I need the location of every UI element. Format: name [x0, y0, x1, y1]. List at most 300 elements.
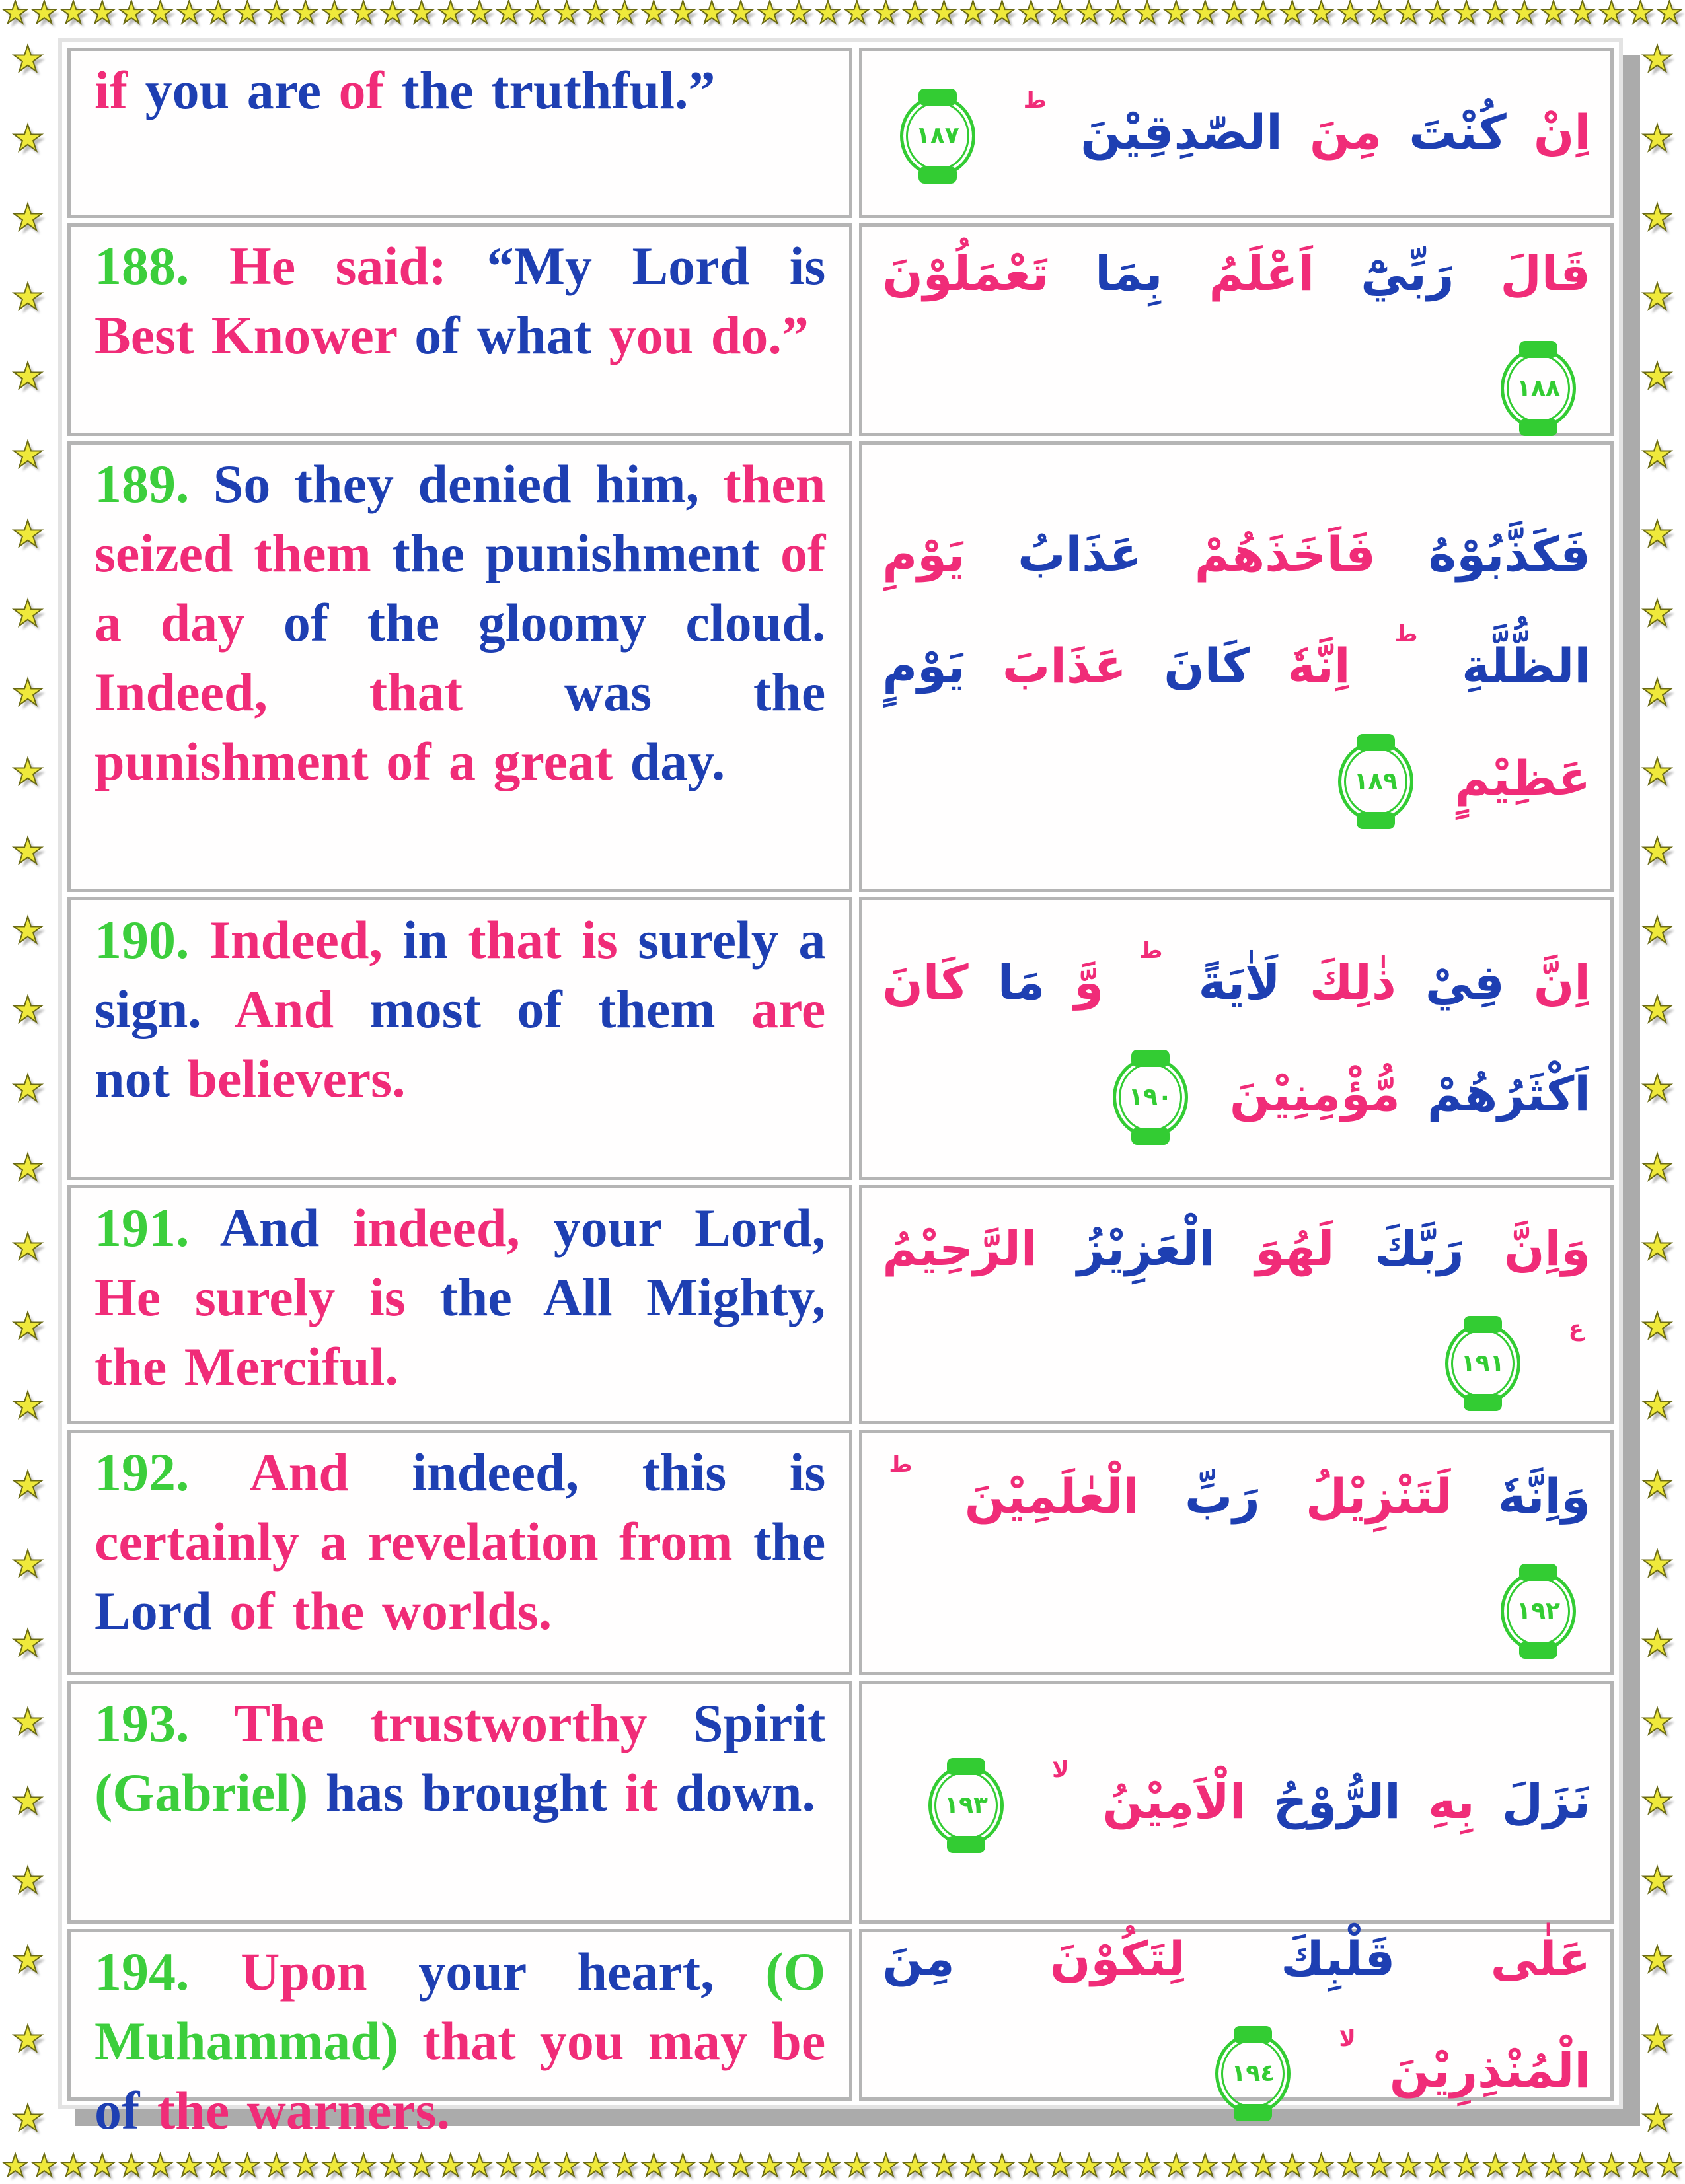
verse-number-arabic: ١٩١ [1460, 1350, 1505, 1377]
star-icon: ★ [117, 0, 145, 31]
english-segment: So they denied him, [213, 454, 724, 514]
english-segment: Indeed, that [94, 661, 564, 722]
star-icon: ★ [698, 2148, 726, 2184]
english-segment: And [219, 1198, 354, 1258]
arabic-word: نَزَلَ [1501, 1774, 1591, 1830]
star-icon: ★ [1481, 2148, 1510, 2184]
star-icon: ★ [1641, 592, 1674, 635]
star-icon: ★ [59, 0, 87, 31]
english-segment: 194. [94, 1942, 241, 2002]
star-icon: ★ [1539, 0, 1567, 31]
english-segment: the warners. [157, 2080, 451, 2140]
star-icon: ★ [1191, 0, 1219, 31]
star-icon: ★ [407, 0, 436, 31]
star-icon: ★ [872, 0, 900, 31]
star-icon: ★ [494, 0, 523, 31]
star-icon: ★ [1641, 196, 1674, 238]
english-verse-text [94, 1194, 843, 1402]
star-icon: ★ [1641, 1780, 1674, 1823]
star-icon: ★ [1641, 433, 1674, 476]
star-icon: ★ [11, 354, 44, 397]
arabic-cell-192 [859, 1430, 1614, 1675]
star-icon: ★ [1191, 2148, 1219, 2184]
verse-end-marker [1501, 348, 1576, 429]
star-icon: ★ [1046, 0, 1074, 31]
arabic-word: عَلٰى [1490, 1930, 1591, 1986]
arabic-word: الرَّحِيْمُ [882, 1220, 1037, 1276]
star-icon: ★ [1568, 0, 1596, 31]
arabic-word: اِنَّ [1533, 954, 1591, 1010]
star-icon: ★ [350, 2148, 378, 2184]
star-icon: ★ [669, 0, 697, 31]
star-icon: ★ [320, 2148, 349, 2184]
english-segment: of a day [94, 523, 843, 653]
arabic-word: عَذَابَ [1002, 638, 1127, 694]
verse-number-arabic: ١٩٠ [1128, 1083, 1172, 1111]
arabic-word: وَاِنَّهٗ [1497, 1468, 1591, 1524]
english-segment: (Gabriel) [94, 1762, 326, 1823]
english-verse-text [94, 1938, 843, 2146]
star-icon: ★ [11, 1067, 44, 1110]
star-icon: ★ [698, 0, 726, 31]
arabic-word: بِمَا [1095, 245, 1163, 301]
arabic-word: لِتَكُوْنَ [1050, 1930, 1185, 1986]
star-icon: ★ [1220, 2148, 1248, 2184]
english-segment: certainly a revelation from [94, 1511, 753, 1572]
english-segment: of the gloomy cloud. [283, 592, 843, 653]
english-cell-189 [67, 441, 852, 892]
star-icon: ★ [552, 0, 581, 31]
english-verse-text [94, 906, 843, 1114]
star-icon: ★ [1017, 0, 1045, 31]
english-segment: day. [630, 731, 726, 791]
arabic-word: يَوْمٍ [882, 638, 965, 694]
english-segment: down. [675, 1762, 815, 1823]
pause-mark: لا [1339, 2025, 1356, 2052]
verse-table [58, 38, 1623, 2140]
arabic-word: الظُّلَّةِ [1462, 638, 1591, 694]
arabic-word: الْعٰلَمِيْنَ [964, 1468, 1139, 1524]
star-icon: ★ [1641, 2017, 1674, 2060]
star-icon: ★ [842, 0, 871, 31]
arabic-word: الْمُنْذِرِيْنَ [1389, 2043, 1591, 2098]
star-icon: ★ [755, 2148, 784, 2184]
arabic-word: رَبِّيْٓ [1361, 245, 1454, 301]
star-icon: ★ [813, 2148, 842, 2184]
arabic-word: اِنَّهٗ [1287, 638, 1351, 694]
star-icon: ★ [1597, 2148, 1626, 2184]
arabic-word: لَتَنْزِيْلُ [1305, 1468, 1452, 1524]
star-icon: ★ [1641, 1146, 1674, 1189]
star-icon: ★ [1641, 1859, 1674, 1902]
star-icon: ★ [88, 2148, 116, 2184]
star-icon: ★ [11, 116, 44, 159]
english-cell-193 [67, 1681, 852, 1924]
star-icon: ★ [1133, 2148, 1162, 2184]
star-icon: ★ [11, 1780, 44, 1823]
star-border-right [1631, 38, 1684, 2139]
english-segment: then seized them [94, 454, 843, 583]
arabic-word: لَاٰيَةً [1198, 954, 1281, 1010]
star-icon: ★ [669, 2148, 697, 2184]
english-cell-190 [67, 897, 852, 1180]
english-segment: you are [145, 60, 339, 120]
star-icon: ★ [784, 0, 813, 31]
english-segment: of what [414, 305, 609, 365]
star-icon: ★ [1641, 829, 1674, 872]
star-icon: ★ [1481, 0, 1510, 31]
english-verse-text [94, 450, 843, 797]
star-icon: ★ [1307, 2148, 1335, 2184]
star-icon: ★ [1641, 1542, 1674, 1585]
star-icon: ★ [1641, 1700, 1674, 1743]
arabic-word: اِنْ [1533, 104, 1591, 161]
star-icon: ★ [1017, 2148, 1045, 2184]
star-icon: ★ [436, 2148, 465, 2184]
star-icon: ★ [1220, 0, 1248, 31]
english-segment: of [338, 60, 402, 120]
star-icon: ★ [204, 2148, 233, 2184]
english-segment: He said: [229, 236, 487, 296]
star-icon: ★ [1336, 0, 1365, 31]
pause-mark: لا [1052, 1757, 1069, 1784]
english-segment: 190. [94, 910, 209, 970]
pause-mark: ط [1139, 937, 1163, 964]
english-verse-text [94, 232, 843, 371]
arabic-cell-187 [859, 48, 1614, 218]
verse-row-190 [67, 897, 1614, 1180]
arabic-word: قَالَ [1500, 245, 1591, 301]
english-segment: indeed, [353, 1198, 554, 1258]
star-icon: ★ [930, 0, 958, 31]
arabic-cell-193 [859, 1681, 1614, 1924]
star-icon: ★ [11, 988, 44, 1031]
arabic-word: مُّؤْمِنِيْنَ [1229, 1066, 1400, 1122]
star-icon: ★ [465, 2148, 494, 2184]
arabic-verse-text [882, 927, 1591, 1150]
arabic-word: فِيْ [1425, 954, 1505, 1010]
star-icon: ★ [1641, 2096, 1674, 2139]
star-icon: ★ [117, 2148, 145, 2184]
arabic-verse-text [882, 218, 1591, 441]
star-icon: ★ [11, 908, 44, 951]
star-icon: ★ [1641, 988, 1674, 1031]
arabic-word: مِنَ [882, 1930, 955, 1986]
english-segment: your Lord, [553, 1198, 843, 1258]
pause-mark: ط [1394, 621, 1418, 648]
star-icon: ★ [727, 0, 755, 31]
star-icon: ★ [1278, 2148, 1306, 2184]
english-verse-text [94, 1689, 843, 1828]
star-icon: ★ [11, 1463, 44, 1506]
star-icon: ★ [552, 2148, 581, 2184]
star-icon: ★ [784, 2148, 813, 2184]
star-icon: ★ [1452, 2148, 1481, 2184]
verse-row-191 [67, 1185, 1614, 1424]
arabic-cell-189 [859, 441, 1614, 892]
english-segment: the punishment [392, 523, 780, 583]
star-icon: ★ [11, 38, 44, 80]
verse-row-189 [67, 441, 1614, 892]
english-segment: (O Muhammad) [94, 1942, 843, 2071]
star-icon: ★ [407, 2148, 436, 2184]
star-icon: ★ [30, 0, 59, 31]
star-icon: ★ [1423, 0, 1452, 31]
star-icon: ★ [1278, 0, 1306, 31]
english-cell-191 [67, 1185, 852, 1424]
star-icon: ★ [1641, 750, 1674, 793]
arabic-word: رَبِّ [1184, 1468, 1260, 1524]
star-icon: ★ [350, 0, 378, 31]
english-segment: 188. [94, 236, 229, 296]
star-icon: ★ [1, 2148, 30, 2184]
english-segment: 193. [94, 1693, 235, 1753]
star-icon: ★ [436, 0, 465, 31]
english-cell-187 [67, 48, 852, 218]
verse-number-arabic: ١٩٢ [1516, 1597, 1560, 1625]
star-icon: ★ [11, 1938, 44, 1981]
star-icon: ★ [320, 0, 349, 31]
arabic-cell-188 [859, 223, 1614, 436]
english-segment: that you may be [422, 2010, 843, 2071]
star-icon: ★ [494, 2148, 523, 2184]
star-icon: ★ [1394, 0, 1423, 31]
star-icon: ★ [611, 2148, 639, 2184]
arabic-word: يَوْمِ [882, 527, 965, 583]
star-icon: ★ [11, 1700, 44, 1743]
star-icon: ★ [1641, 513, 1674, 556]
star-icon: ★ [1046, 2148, 1074, 2184]
arabic-word: اَعْلَمُ [1209, 245, 1315, 301]
star-icon: ★ [581, 2148, 610, 2184]
star-icon: ★ [1597, 0, 1626, 31]
english-segment: And [234, 978, 370, 1039]
star-icon: ★ [1104, 2148, 1133, 2184]
verse-number-arabic: ١٨٩ [1353, 768, 1398, 795]
verse-row-192 [67, 1430, 1614, 1675]
star-icon: ★ [11, 750, 44, 793]
star-icon: ★ [465, 0, 494, 31]
english-segment: He surely is [94, 1266, 440, 1327]
english-segment: Best Knower [94, 305, 415, 365]
arabic-cell-190 [859, 897, 1614, 1180]
arabic-word: ذٰلِكَ [1309, 954, 1396, 1010]
arabic-word: كُنْتَ [1409, 104, 1507, 161]
star-icon: ★ [1641, 354, 1674, 397]
star-icon: ★ [1641, 1067, 1674, 1110]
star-icon: ★ [901, 0, 929, 31]
star-icon: ★ [842, 2148, 871, 2184]
english-segment: And [249, 1442, 412, 1502]
star-icon: ★ [11, 1621, 44, 1664]
english-segment: Upon [241, 1942, 419, 2002]
star-icon: ★ [204, 0, 233, 31]
english-segment: believers. [187, 1048, 406, 1109]
star-icon: ★ [901, 2148, 929, 2184]
english-segment: of [94, 2080, 157, 2140]
arabic-cell-191 [859, 1185, 1614, 1424]
star-icon: ★ [1104, 0, 1133, 31]
english-segment: it [624, 1762, 676, 1823]
arabic-verse-text [882, 1441, 1591, 1664]
star-icon: ★ [1365, 2148, 1394, 2184]
star-icon: ★ [11, 1542, 44, 1585]
arabic-word: عَذَابُ [1018, 527, 1142, 583]
verse-end-marker [1338, 741, 1413, 822]
star-icon: ★ [523, 0, 552, 31]
star-icon: ★ [59, 2148, 87, 2184]
english-segment: “My Lord is [486, 236, 843, 296]
arabic-word: عَظِيْمٍ [1454, 750, 1591, 806]
star-icon: ★ [1568, 2148, 1596, 2184]
arabic-word: بِهِ [1427, 1774, 1475, 1830]
star-icon: ★ [291, 2148, 320, 2184]
arabic-word: الرُّوْحُ [1273, 1774, 1401, 1830]
verse-end-marker [1215, 2033, 1291, 2114]
arabic-word: مَا [997, 954, 1045, 1010]
star-icon: ★ [523, 2148, 552, 2184]
english-segment: 189. [94, 454, 213, 514]
arabic-word: رَبَّكَ [1374, 1220, 1464, 1276]
star-icon: ★ [1626, 2148, 1655, 2184]
star-icon: ★ [813, 0, 842, 31]
star-icon: ★ [640, 2148, 668, 2184]
english-segment: punishment of a great [94, 731, 630, 791]
arabic-cell-194 [859, 1929, 1614, 2101]
star-icon: ★ [30, 2148, 59, 2184]
star-icon: ★ [1626, 0, 1655, 31]
pause-mark: ط [1023, 87, 1047, 114]
star-icon: ★ [11, 196, 44, 238]
star-icon: ★ [1, 0, 30, 31]
star-icon: ★ [1641, 908, 1674, 951]
english-segment: the Lord [94, 1511, 843, 1641]
verse-row-194 [67, 1929, 1614, 2140]
english-segment: Spirit [693, 1693, 843, 1753]
english-segment: 191. [94, 1198, 220, 1258]
verse-end-marker [1501, 1571, 1576, 1652]
star-icon: ★ [233, 2148, 262, 2184]
star-icon: ★ [11, 671, 44, 713]
star-icon: ★ [378, 0, 407, 31]
star-icon: ★ [1162, 2148, 1191, 2184]
pause-mark: ع [1568, 1315, 1584, 1342]
star-icon: ★ [233, 0, 262, 31]
star-icon: ★ [988, 2148, 1016, 2184]
star-icon: ★ [378, 2148, 407, 2184]
star-icon: ★ [1394, 2148, 1423, 2184]
star-icon: ★ [1641, 671, 1674, 713]
arabic-word: قَلْبِكَ [1281, 1930, 1396, 1986]
star-border-left [1, 38, 54, 2139]
star-icon: ★ [1641, 1383, 1674, 1426]
star-icon: ★ [727, 2148, 755, 2184]
english-segment: surely a sign. [94, 910, 843, 1039]
english-segment: if [94, 60, 145, 120]
verse-number-arabic: ١٨٧ [915, 122, 959, 149]
star-icon: ★ [1641, 38, 1674, 80]
star-icon: ★ [1075, 2148, 1104, 2184]
arabic-verse-text [882, 77, 1591, 188]
english-segment: 192. [94, 1442, 250, 1502]
star-icon: ★ [1510, 0, 1539, 31]
arabic-verse-text [882, 499, 1591, 834]
star-icon: ★ [88, 0, 116, 31]
star-icon: ★ [175, 2148, 204, 2184]
star-icon: ★ [11, 433, 44, 476]
star-icon: ★ [1365, 0, 1394, 31]
english-segment: The trustworthy [234, 1693, 693, 1753]
english-segment: indeed, this is [412, 1442, 843, 1502]
pause-mark: ط [889, 1451, 913, 1478]
star-icon: ★ [1641, 1305, 1674, 1347]
arabic-verse-text [882, 1903, 1591, 2127]
english-segment: not [94, 1048, 188, 1109]
english-segment: the All Mighty, [439, 1266, 843, 1327]
verse-number-arabic: ١٩٤ [1231, 2060, 1275, 2088]
english-segment: Indeed, [209, 910, 403, 970]
star-icon: ★ [1307, 0, 1335, 31]
star-icon: ★ [1641, 1938, 1674, 1981]
english-segment: the truthful.” [401, 60, 716, 120]
star-icon: ★ [611, 0, 639, 31]
star-icon: ★ [11, 829, 44, 872]
star-icon: ★ [1423, 2148, 1452, 2184]
arabic-verse-text [882, 1193, 1591, 1416]
star-icon: ★ [146, 2148, 174, 2184]
star-icon: ★ [1641, 1621, 1674, 1664]
verse-row-187 [67, 48, 1614, 218]
star-icon: ★ [11, 1225, 44, 1268]
star-icon: ★ [581, 0, 610, 31]
english-segment: that is [468, 910, 638, 970]
arabic-word: تَعْمَلُوْنَ [882, 245, 1049, 301]
star-icon: ★ [1641, 116, 1674, 159]
arabic-word: الْعَزِيْزُ [1077, 1220, 1216, 1276]
star-icon: ★ [1539, 2148, 1567, 2184]
verse-end-marker [900, 96, 975, 176]
star-icon: ★ [262, 2148, 291, 2184]
english-segment: in [402, 910, 468, 970]
arabic-word: الْاَمِيْنُ [1102, 1774, 1246, 1830]
star-icon: ★ [1641, 275, 1674, 318]
verse-row-188 [67, 223, 1614, 436]
star-icon: ★ [1510, 2148, 1539, 2184]
arabic-word: كَانَ [1164, 638, 1250, 694]
english-verse-text [94, 56, 825, 126]
english-segment: most of them [369, 978, 751, 1039]
star-icon: ★ [755, 0, 784, 31]
english-verse-text [94, 1438, 843, 1646]
arabic-word: فَكَذَّبُوْهُ [1428, 527, 1591, 583]
star-icon: ★ [872, 2148, 900, 2184]
star-icon: ★ [959, 0, 987, 31]
star-icon: ★ [1336, 2148, 1365, 2184]
star-icon: ★ [11, 1383, 44, 1426]
english-cell-194 [67, 1929, 852, 2140]
english-cell-188 [67, 223, 852, 436]
star-icon: ★ [959, 2148, 987, 2184]
star-icon: ★ [262, 0, 291, 31]
arabic-word: اَكْثَرُهُمْ [1427, 1066, 1591, 1122]
star-icon: ★ [146, 0, 174, 31]
star-icon: ★ [930, 2148, 958, 2184]
star-icon: ★ [11, 592, 44, 635]
star-icon: ★ [640, 0, 668, 31]
verse-end-marker [1445, 1323, 1520, 1404]
star-border-top [0, 0, 1685, 31]
star-icon: ★ [11, 1146, 44, 1189]
